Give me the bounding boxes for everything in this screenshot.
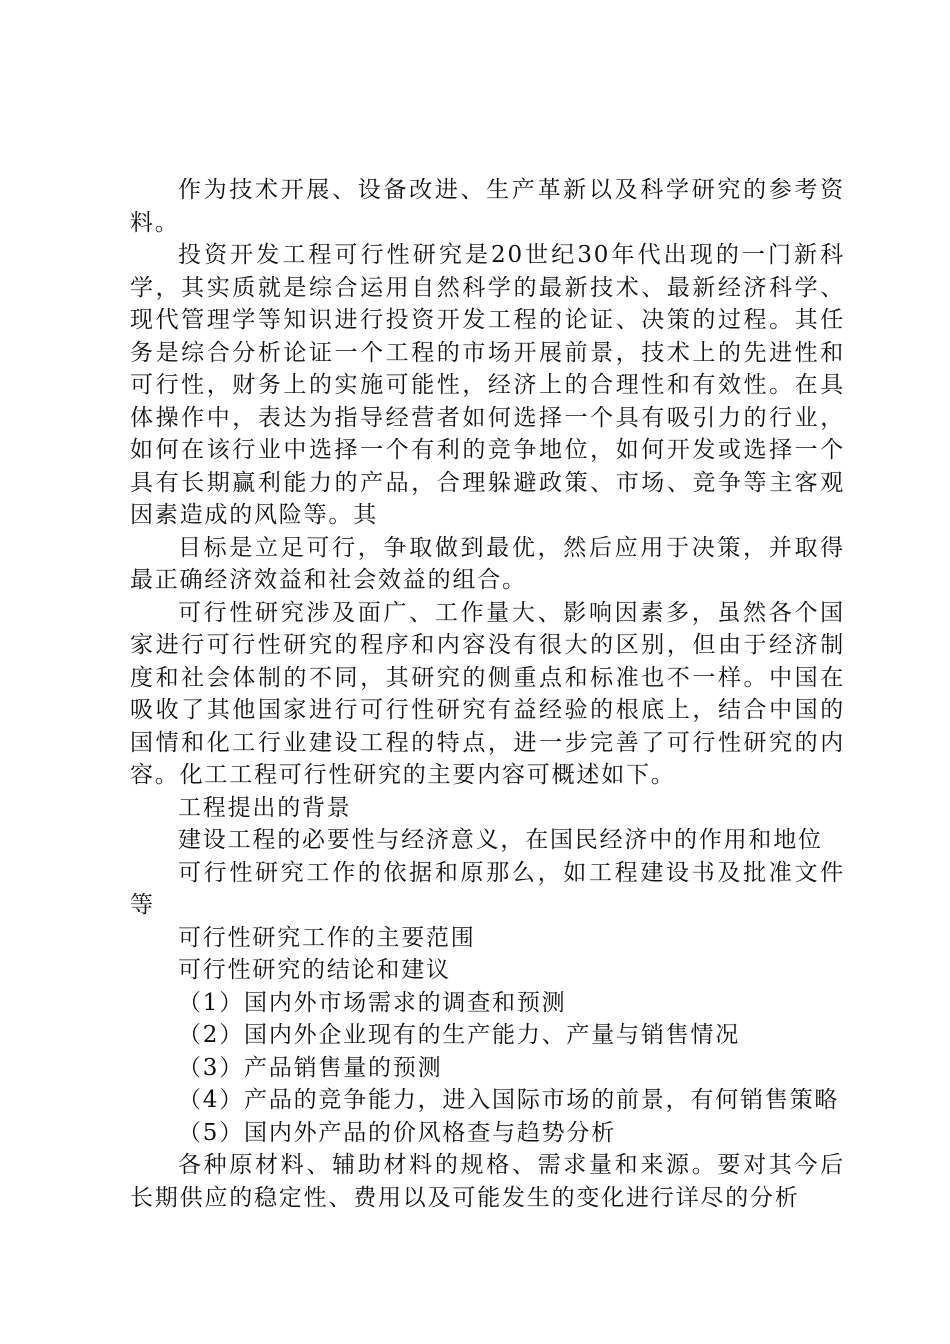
list-item-conclusions: 可行性研究的结论和建议 [178, 957, 451, 983]
list-item-sales-forecast: （3）产品销售量的预测 [178, 1054, 443, 1081]
document-body [130, 174, 845, 1214]
list-item-main-scope: 可行性研究工作的主要范围 [178, 924, 476, 951]
list-item-project-background: 工程提出的背景 [178, 794, 352, 821]
paragraph-objective: 目标是立足可行，争取做到最优，然后应用于决策，并取得最正确经济效益和社会效益的组合。 [130, 534, 845, 593]
paragraph-research-scope: 可行性研究涉及面广、工作量大、影响因素多，虽然各个国家进行可行性研究的程序和内容没有很大的区别，但由于经济制度和社会体制的不同，其研究的侧重点和标准也不一样。中国在吸收了其他国家进行可行性研究有益经验的根底上，结合中国的国情和化工行业建设工程的特点，进一步完善了可行性研究的内容。化工工程可行性研究的主要内容可概述如下。 [130, 599, 845, 788]
list-item-basis-principles: 可行性研究工作的依据和原那么，如工程建设书及批准文件等 [130, 859, 845, 918]
list-item-market-demand: （1）国内外市场需求的调查和预测 [178, 989, 567, 1016]
list-item-competitiveness: （4）产品的竞争能力，进入国际市场的前景，有何销售策略 [178, 1087, 840, 1113]
list-item-necessity: 建设工程的必要性与经济意义，在国民经济中的作用和地位 [178, 827, 823, 853]
list-item-price-trend: （5）国内外产品的价风格查与趋势分析 [178, 1119, 617, 1146]
paragraph-reference-material: 作为技术开展、设备改进、生产革新以及科学研究的参考资料。 [130, 177, 845, 236]
paragraph-feasibility-intro: 投资开发工程可行性研究是20世纪30年代出现的一门新科学，其实质就是综合运用自然科学的最新技术、最新经济科学、现代管理学等知识进行投资开发工程的论证、决策的过程。其任务是综合分析论证一个工程的市场开展前景，技术上的先进性和可行性，财务上的实施可能性，经济上的合理性和有效性。在具体操作中，表达为指导经营者如何选择一个具有吸引力的行业，如何在该行业中选择一个有利的竞争地位，如何开发或选择一个具有长期赢利能力的产品，合理躲避政策、市场、竞争等主客观因素造成的风险等。其 [130, 242, 845, 528]
list-item-production-capacity: （2）国内外企业现有的生产能力、产量与销售情况 [178, 1022, 741, 1048]
paragraph-raw-materials: 各种原材料、辅助材料的规格、需求量和来源。要对其今后长期供应的稳定性、费用以及可能发生的变化进行详尽的分析 [130, 1152, 845, 1211]
